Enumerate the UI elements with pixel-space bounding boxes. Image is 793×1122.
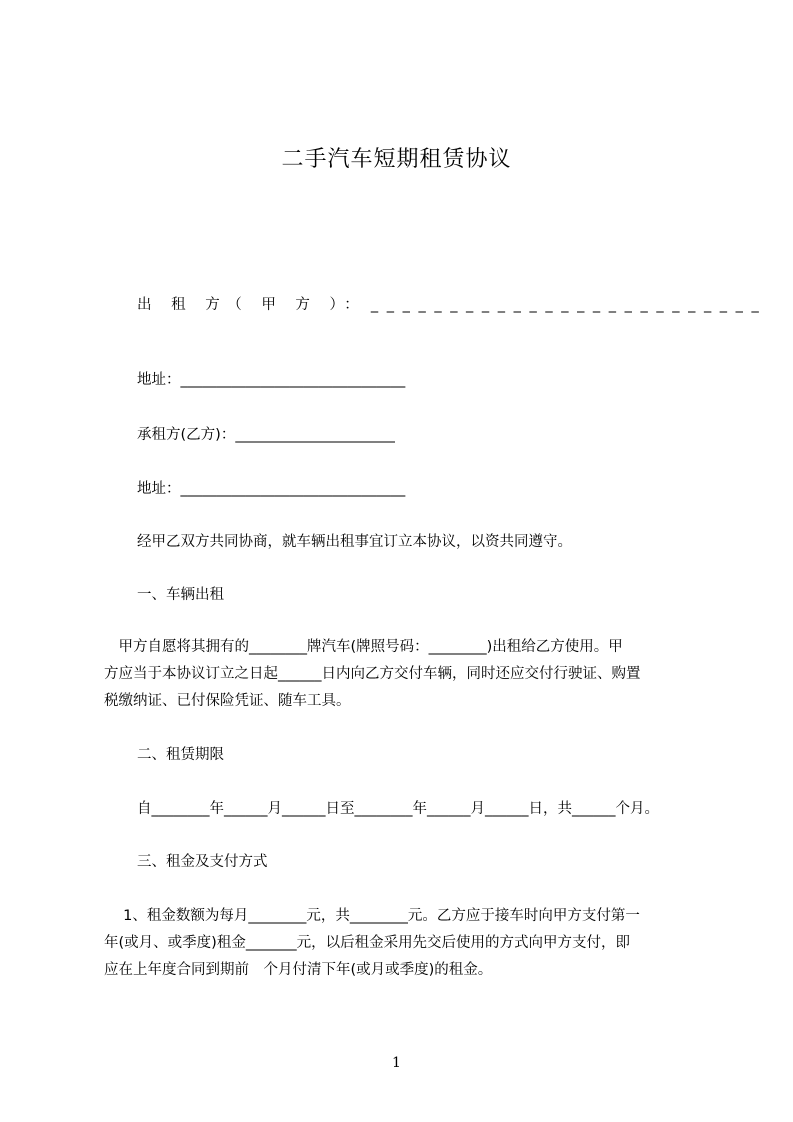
- section1-line: 税缴纳证、已付保险凭证、随车工具。: [104, 693, 351, 709]
- lessor-line: [137, 295, 761, 315]
- section3-line: 年(或月、或季度)租金_______元，以后租金采用先交后使用的方式向甲方支付，即: [104, 935, 631, 951]
- section3-body: [104, 903, 702, 984]
- section1-body: [104, 634, 702, 715]
- section1-line: 方应当于本协议订立之日起______日内向乙方交付车辆，同时还应交付行驶证、购置: [104, 666, 641, 682]
- lessor-label: 出 租 方（ 甲 方 ）：: [137, 297, 367, 313]
- section3-line: 应在上年度合同到期前 个月付清下年(或月或季度)的租金。: [104, 962, 493, 978]
- lessor-blank: _ _ _ _ _ _ _ _ _ _ _ _ _ _ _ _ _ _ _ _ _ _ _ _ _: [370, 297, 761, 313]
- preamble: 经甲乙双方共同协商，就车辆出租事宜订立本协议，以资共同遵守。: [137, 534, 572, 550]
- lessee-address: 地址：_______________________________: [137, 481, 406, 497]
- page-number: 1: [392, 1055, 401, 1071]
- lessee-line: 承租方(乙方)：______________________: [137, 427, 395, 443]
- section2-heading: 二、租赁期限: [137, 747, 224, 763]
- section1-heading: 一、车辆出租: [137, 587, 224, 603]
- section2-line: 自________年______月______日至________年______月______日，共______个月。: [137, 801, 659, 817]
- section1-line: 甲方自愿将其拥有的________牌汽车(牌照号码：________)出租给乙方使用。甲: [104, 639, 623, 655]
- section3-line: 1、租金数额为每月________元，共________元。乙方应于接车时向甲方支付第一: [104, 908, 640, 924]
- section3-heading: 三、租金及支付方式: [137, 854, 268, 870]
- lessor-address: 地址：_______________________________: [137, 372, 406, 388]
- document-title: 二手汽车短期租赁协议: [281, 147, 512, 172]
